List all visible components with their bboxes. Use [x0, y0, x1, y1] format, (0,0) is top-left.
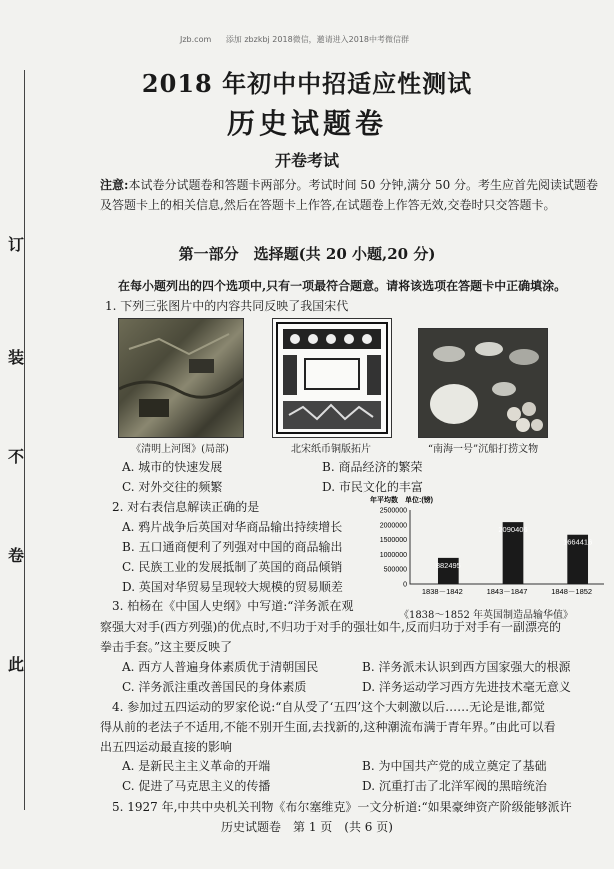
section-title: 第一部分 选择题(共 20 小题,20 分)	[178, 245, 436, 263]
q2-option-d: D. 英国对华贸易呈现较大规模的贸易顺差	[122, 580, 343, 594]
q3-line-1: 3. 柏杨在《中国人史纲》中写道:“洋务派在观	[112, 599, 354, 613]
notice-paragraph	[100, 175, 600, 215]
q3-option-a: A. 西方人普遍身体素质优于清朝国民	[122, 660, 319, 674]
q1-stem: 1. 下列三张图片中的内容共同反映了我国宋代	[105, 299, 349, 313]
chart-ylabel: 年平均数 单位:(镑)	[370, 497, 433, 504]
trade-bar-chart	[368, 492, 608, 604]
porcelain-artifacts-icon	[419, 329, 547, 437]
painting-detail-icon	[119, 319, 243, 437]
chart-ytick-label: 1500000	[379, 537, 407, 545]
section-instruction: 在每小题列出的四个选项中,只有一项最符合题意。请将该选项在答题卡中正确填涂。	[118, 279, 567, 293]
chart-ytick-label: 0	[403, 581, 407, 589]
q4-option-d: D. 沉重打击了北洋军阀的黑暗统治	[362, 779, 547, 793]
chart-category-label: 1838－1842	[421, 587, 463, 596]
page-footer: 历史试题卷 第 1 页 (共 6 页)	[221, 820, 393, 834]
exam-title: 2018 年初中中招适应性测试	[141, 69, 473, 98]
chart-value-label: 1664416	[563, 537, 593, 547]
q1-caption-1: 《清明上河图》(局部)	[131, 444, 229, 455]
chart-value-label: 2090406	[498, 525, 528, 535]
q3-line-2: 察强大对手(西方列强)的优点时,不归功于对手的强壮如牛,反而归功于对手有一副漂亮的	[100, 620, 561, 634]
nanhai-shipwreck-artifacts-image	[418, 328, 548, 438]
q3-option-b: B. 洋务派未认识到西方国家强大的根源	[362, 660, 571, 674]
q1-caption-3: “南海一号”沉船打捞文物	[427, 444, 539, 455]
header-site: Jzb.com	[180, 35, 212, 44]
chart-ytick-label: 500000	[383, 566, 407, 574]
q3-option-c: C. 洋务派注重改善国民的身体素质	[122, 680, 307, 694]
q1-option-b: B. 商品经济的繁荣	[322, 460, 423, 474]
notice-text: 本试卷分试题卷和答题卡两部分。考试时间 50 分钟,满分 50 分。考生应首先阅读试题卷及答题卡上的相关信息,然后在答题卡上作答,在试题卷上作答无效,交卷时只交答题卡。	[100, 178, 599, 212]
q2-option-a: A. 鸦片战争后英国对华商品输出持续增长	[122, 520, 343, 534]
q3-option-d: D. 洋务运动学习西方先进技术毫无意义	[362, 680, 571, 694]
exam-subject-title: 历史试题卷	[226, 107, 387, 140]
banknote-pattern-icon	[273, 319, 391, 437]
song-banknote-rubbing-image	[272, 318, 392, 438]
q4-line-2: 得从前的老法子不适用,不能不别开生面,去找新的,这种潮流布满于青年界。”由此可以看	[100, 720, 556, 734]
q2-option-b: B. 五口通商便利了列强对中国的商品输出	[122, 540, 343, 554]
binding-char-juan: 卷	[8, 546, 25, 565]
chart-category-label: 1848－1852	[551, 587, 593, 596]
binding-char-zhuang: 装	[8, 348, 25, 367]
header-note	[180, 34, 421, 45]
chart-ytick-label: 1000000	[379, 551, 407, 559]
q5-line-1: 5. 1927 年,中共中央机关刊物《布尔塞维克》一文分析道:“如果豪绅资产阶级能够派许	[112, 800, 572, 814]
notice-label: 注意:	[100, 178, 129, 192]
chart-ytick-label: 2000000	[379, 522, 407, 530]
q1-option-d: D. 市民文化的丰富	[322, 480, 423, 494]
q1-caption-2: 北宋纸币铜版拓片	[291, 444, 371, 455]
header-wechat-note: 添加 zbzkbj 2018微信，邀请进入2018中考微信群	[225, 35, 410, 44]
q4-line-3: 出五四运动最直接的影响	[100, 740, 233, 754]
q1-option-c: C. 对外交往的频繁	[122, 480, 223, 494]
q2-stem: 2. 对右表信息解读正确的是	[112, 500, 260, 514]
qingming-painting-image	[118, 318, 244, 438]
q4-option-b: B. 为中国共产党的成立奠定了基础	[362, 759, 547, 773]
q3-line-3: 拳击手套。”这主要反映了	[100, 640, 233, 654]
q1-option-a: A. 城市的快速发展	[122, 460, 223, 474]
q4-line-1: 4. 参加过五四运动的罗家伦说:“自从受了‘五四’这个大刺激以后……无论是谁,都觉	[112, 700, 545, 714]
chart-value-label: 882495	[435, 560, 461, 570]
chart-title: 《1838～1852 年英国制造品输华值》	[398, 610, 574, 621]
binding-char-ci: 此	[8, 655, 25, 674]
exam-type: 开卷考试	[274, 151, 339, 170]
q4-option-c: C. 促进了马克思主义的传播	[122, 779, 271, 793]
binding-char-bu: 不	[8, 447, 25, 466]
binding-line	[24, 70, 25, 810]
chart-ytick-label: 2500000	[379, 507, 407, 515]
binding-char-ding: 订	[8, 235, 25, 254]
q4-option-a: A. 是新民主主义革命的开端	[122, 759, 271, 773]
chart-category-label: 1843－1847	[486, 587, 528, 596]
q2-option-c: C. 民族工业的发展抵制了英国的商品倾销	[122, 560, 343, 574]
